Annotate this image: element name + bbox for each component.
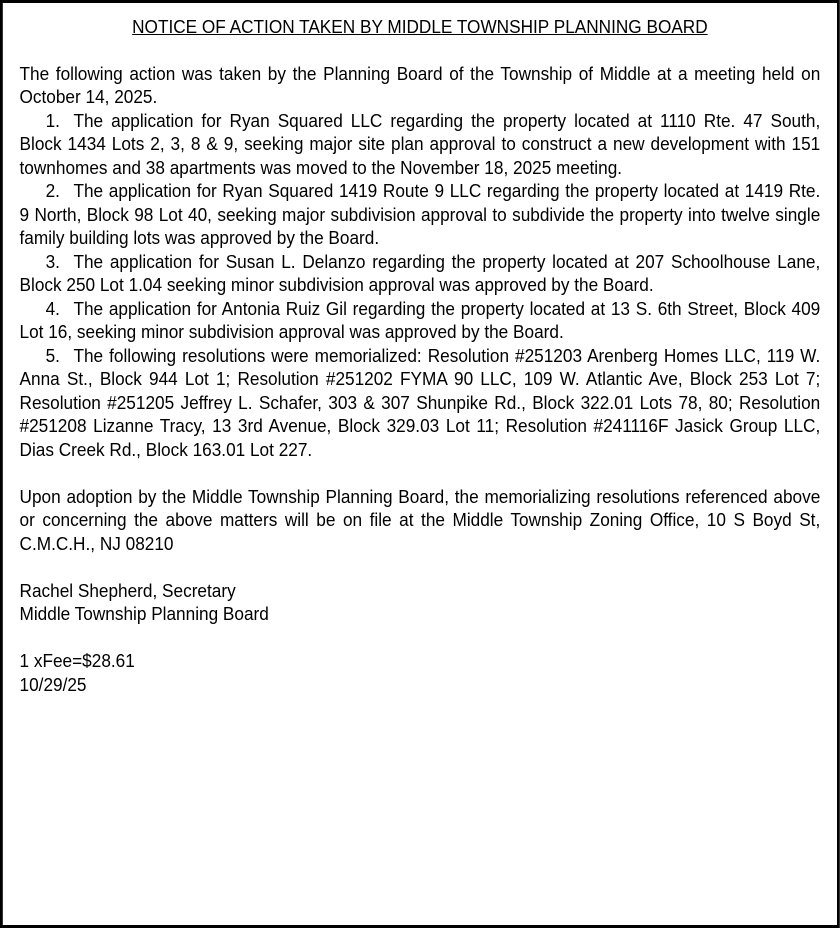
- action-item-3: [20, 250, 821, 297]
- action-item-number: 5.: [45, 344, 60, 366]
- action-item-text: The following resolutions were memorialized: Resolution #251203 Arenberg Homes LLC, 119 W. Anna St., Block 944 Lot 1; Resolution #251202 FYMA 90 LLC, 109 W. Atlantic Ave, Block 253 Lot 7; Resolution #251205 Jeffrey L. Schafer, 303 & 307 Shunpike Rd., Block 322.01 Lots 78, 80; Resolution #251208 Lizanne Tracy, 13 3rd Avenue, Block 329.03 Lot 11; Resolution #241116F Jasick Group LLC, Dias Creek Rd., Block 163.01 Lot 227.: [19, 344, 821, 460]
- action-item-2: [20, 179, 821, 250]
- publication-date: 10/29/25: [19, 673, 87, 695]
- action-item-5: [20, 344, 821, 462]
- notice-title: NOTICE OF ACTION TAKEN BY MIDDLE TOWNSHIP PLANNING BOARD: [132, 16, 708, 37]
- action-item-text: The application for Antonia Ruiz Gil regarding the property located at 13 S. 6th Street, Block 409 Lot 16, seeking minor subdivision approval was approved by the Board.: [19, 297, 821, 342]
- action-item-text: The application for Ryan Squared 1419 Route 9 LLC regarding the property located at 1419 Rte. 9 North, Block 98 Lot 40, seeking major subdivision approval to subdivide the property into twelve single family building lots was approved by the Board.: [19, 180, 821, 248]
- spacer: [20, 461, 821, 485]
- action-item-text: The application for Susan L. Delanzo regarding the property located at 207 Schoolhouse Lane, Block 250 Lot 1.04 seeking minor subdivision approval was approved by the Board.: [19, 250, 821, 295]
- action-item-number: 3.: [45, 250, 60, 272]
- action-item-number: 1.: [45, 109, 60, 131]
- notice-intro: The following action was taken by the Planning Board of the Township of Middle at a meeting held on October 14, 2025.: [19, 62, 821, 107]
- spacer: [20, 626, 821, 650]
- signature-board: Middle Township Planning Board: [19, 603, 269, 624]
- spacer: [20, 555, 821, 579]
- action-item-number: 2.: [45, 180, 60, 201]
- action-item-text: The application for Ryan Squared LLC regarding the property located at 1110 Rte. 47 South, Block 1434 Lots 2, 3, 8 & 9, seeking major site plan approval to construct a new development with 151 townhomes and 38 apartments was moved to the November 18, 2025 meeting.: [19, 109, 821, 178]
- signature-name: Rachel Shepherd, Secretary: [19, 579, 236, 601]
- action-item-number: 4.: [45, 297, 60, 319]
- action-item-1: [20, 109, 821, 180]
- adoption-paragraph: Upon adoption by the Middle Township Planning Board, the memorializing resolutions referenced above or concerning the above matters will be on file at the Middle Township Zoning Office, 10 S Boyd St, C.M.C.H., NJ 08210: [19, 485, 821, 554]
- action-item-4: [20, 297, 821, 344]
- fee-line: 1 xFee=$28.61: [19, 650, 135, 671]
